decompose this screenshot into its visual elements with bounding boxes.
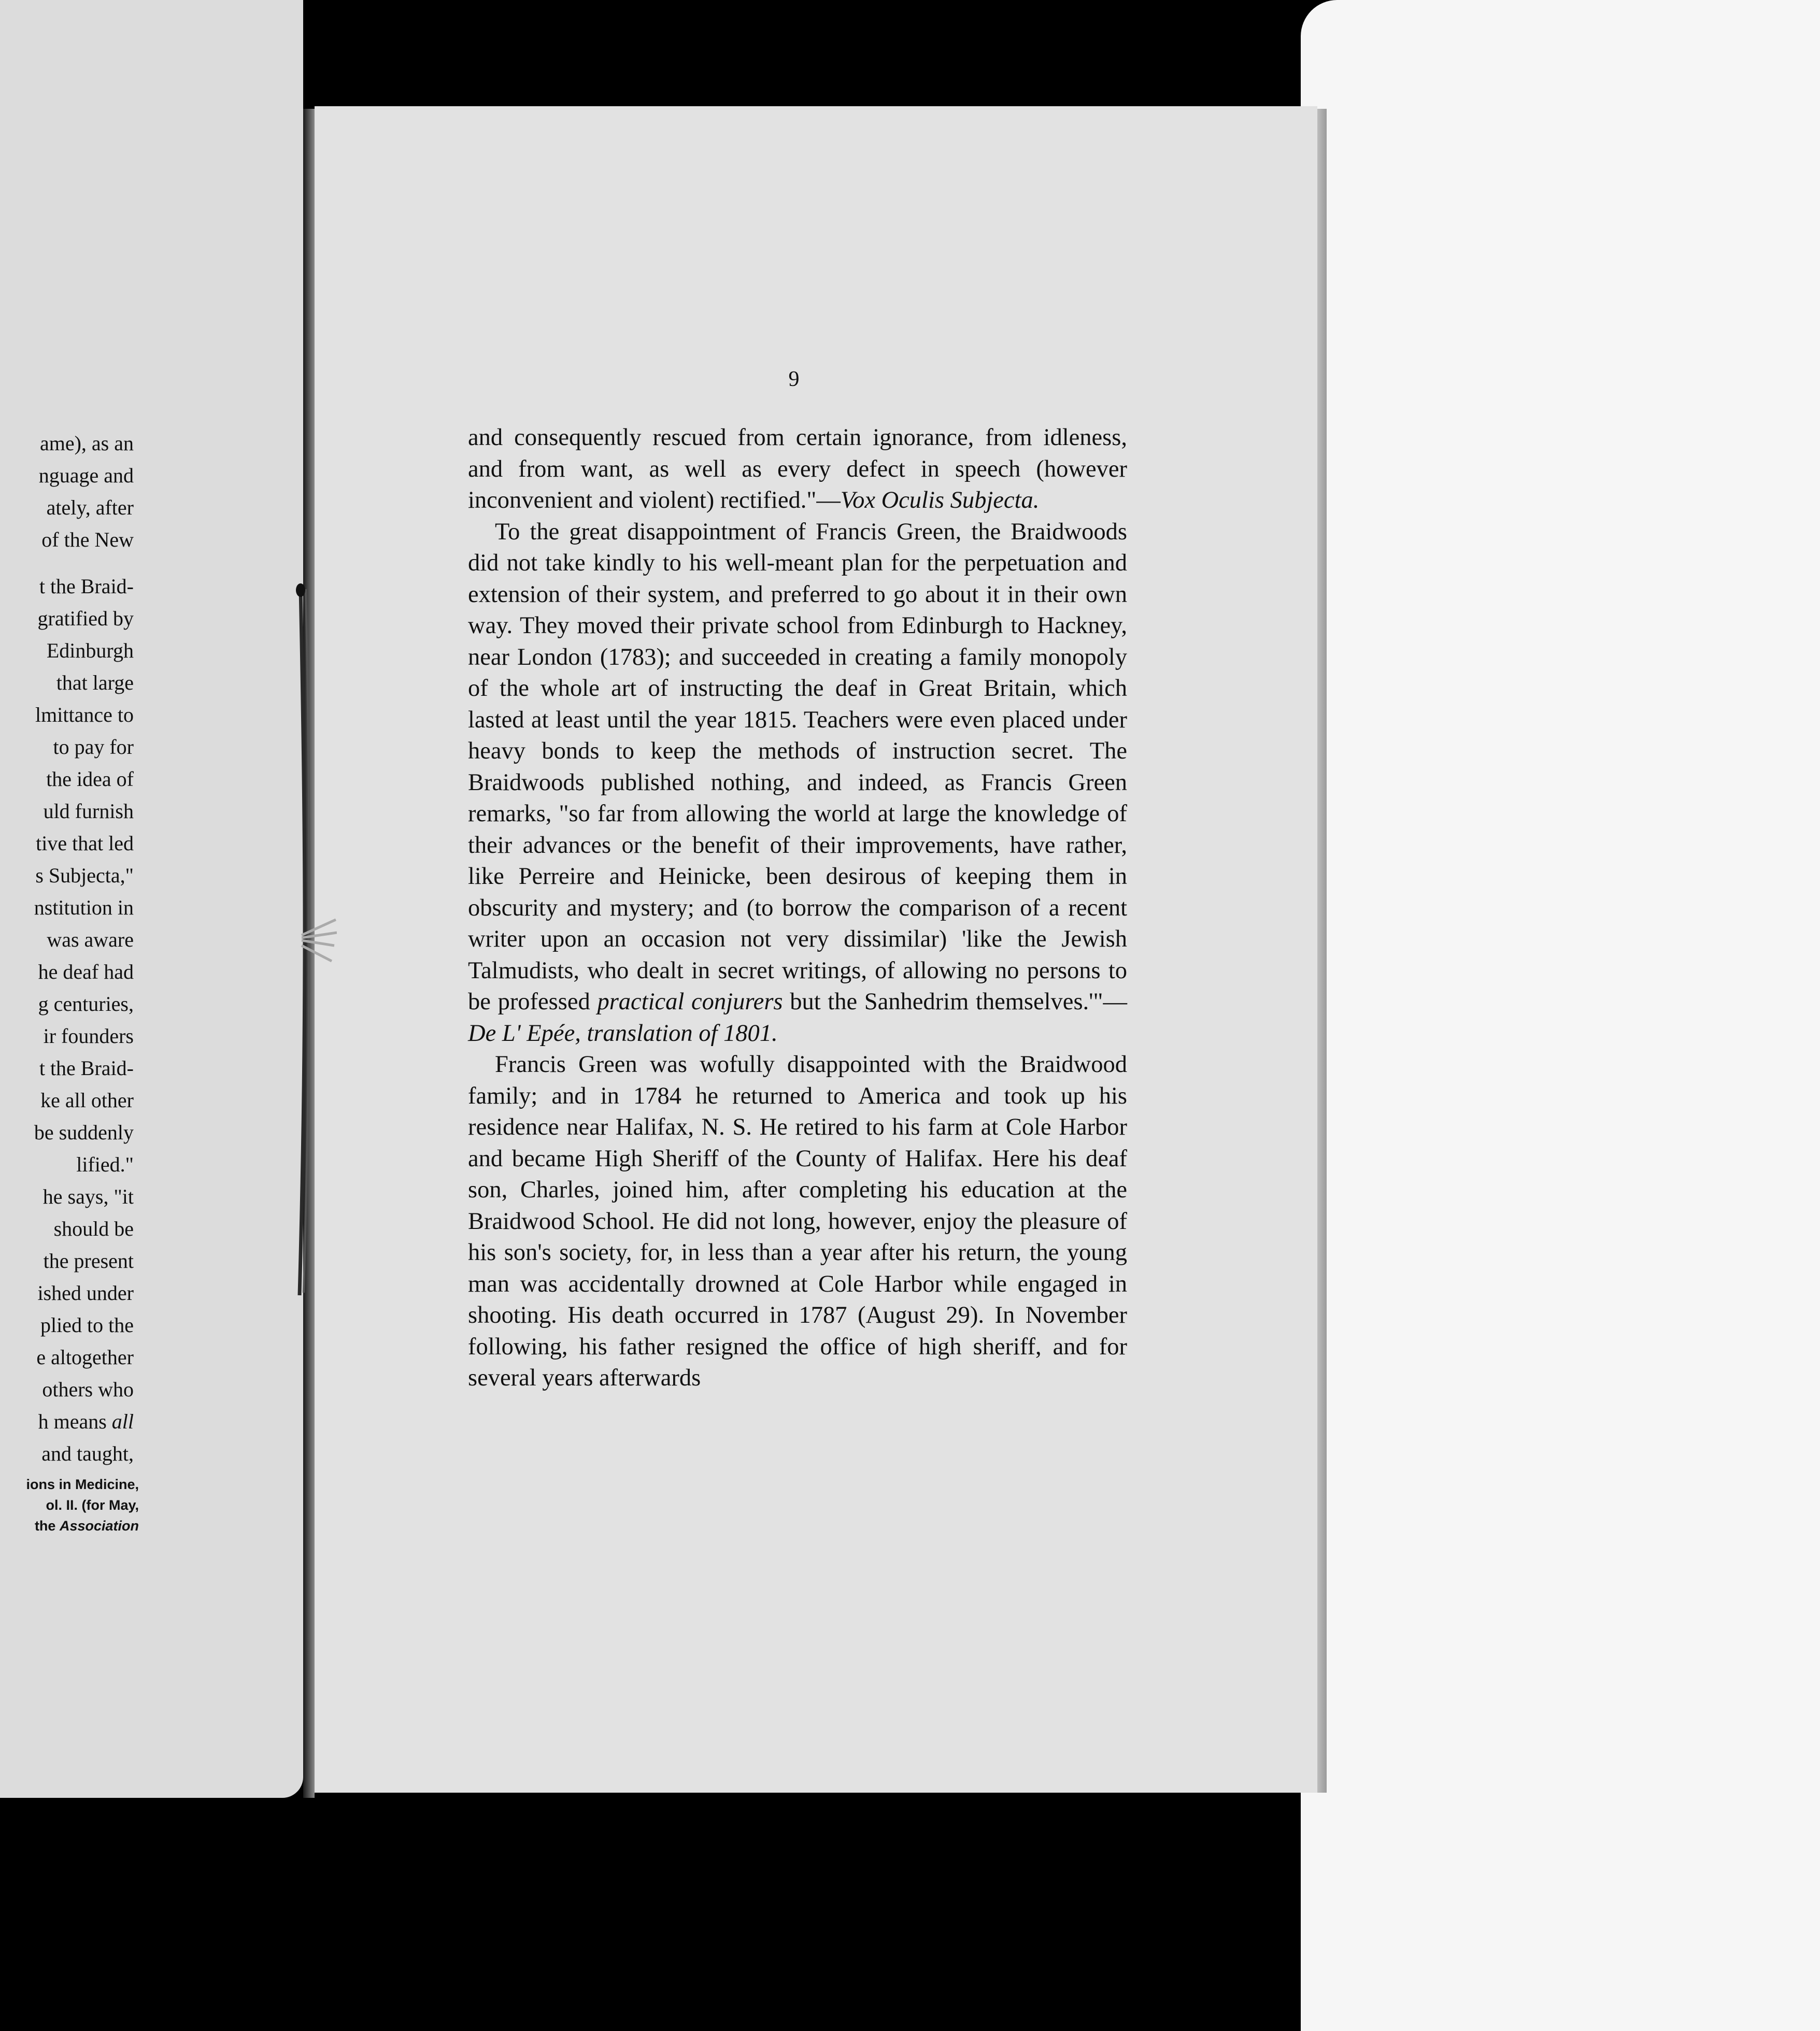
- left-line: lified.": [76, 1153, 134, 1176]
- left-line: others who: [42, 1378, 134, 1401]
- left-line: he deaf had: [38, 960, 134, 983]
- left-line: to pay for: [53, 735, 134, 759]
- left-page: [0, 0, 303, 1798]
- left-line: s Subjecta,": [35, 864, 134, 887]
- left-line: ke all other: [40, 1089, 134, 1112]
- left-line: ately, after: [46, 496, 134, 519]
- left-line: nguage and: [38, 464, 134, 487]
- left-line: lmittance to: [35, 703, 134, 726]
- body-text: [468, 422, 1127, 1394]
- left-line: tive that led: [36, 832, 134, 855]
- citation: De L' Epée, translation of 1801.: [468, 1020, 778, 1047]
- left-line: uld furnish: [43, 799, 134, 823]
- left-line: ir founders: [43, 1024, 134, 1048]
- left-line: nstitution in: [34, 896, 134, 919]
- citation: Vox Oculis Subjecta.: [840, 487, 1040, 513]
- left-page-text: [0, 427, 134, 1470]
- left-line: plied to the: [40, 1313, 134, 1337]
- paragraph: and consequently rescued from certain ignorance, from idleness, and from want, as well as every defect in speech (however inconvenient and violent) rectified."—Vox Oculis Subjecta.: [468, 424, 1127, 513]
- left-line: was aware: [47, 928, 134, 951]
- left-line: e altogether: [36, 1346, 134, 1369]
- page-number: 9: [788, 367, 800, 391]
- emphasis: practical conjurers: [597, 989, 783, 1015]
- footnote-line: ions in Medicine,: [26, 1477, 139, 1492]
- paragraph: Francis Green was wofully disappointed with the Braidwood family; and in 1784 he returned to America and took up his residence near Halifax, N. S. He retired to his farm at Cole Harbor and became High Sheriff of the County of Halifax. Here his deaf son, Charles, joined him, after completing his education at the Braidwood School. He did not long, however, enjoy the pleasure of his son's society, for, in less than a year after his return, the young man was accidentally drowned at Cole Harbor while engaged in shooting. His death occurred in 1787 (August 29). In November following, his father resigned the office of high sheriff, and for several years afterwards: [468, 1051, 1127, 1391]
- left-line: ame), as an: [39, 432, 134, 455]
- footnote-line: the Association: [34, 1518, 139, 1534]
- left-line: and taught,: [41, 1442, 134, 1465]
- left-line: should be: [53, 1217, 134, 1240]
- footnote-line: ol. II. (for May,: [46, 1497, 139, 1513]
- left-line: be suddenly: [34, 1121, 134, 1144]
- left-footnotes: [0, 1474, 139, 1536]
- left-line: Edinburgh: [46, 639, 134, 662]
- paragraph: To the great disappointment of Francis Green, the Braidwoods did not take kindly to his well-meant plan for the perpetuation and extension of their system, and preferred to go about it in their own way. They moved their private school from Edinburgh to Hackney, near London (1783); and succeeded in creating a family monopoly of the whole art of instructing the deaf in Great Britain, which lasted at least until the year 1815. Teachers were even placed under heavy bonds to keep the methods of instruction secret. The Braidwoods published nothing, and indeed, as Francis Green remarks, "so far from allowing the world at large the knowledge of their advances or the benefit of their improvements, have rather, like Perreire and Heinicke, been desirous of keeping them in obscurity and mystery; and (to borrow the comparison of a recent writer upon an occasion not very dissimilar) 'like the Jewish Talmudists, who dealt in secret writings, of allowing no persons to be professed practical conjurers but the Sanhedrim themselves.'"—De L' Epée, translation of 1801.: [468, 518, 1128, 1047]
- binding-thread-icon: [290, 583, 337, 1303]
- left-line: gratified by: [37, 607, 134, 630]
- left-line: g centuries,: [38, 992, 134, 1015]
- left-line: that large: [56, 671, 134, 694]
- left-line: ished under: [37, 1281, 134, 1305]
- left-line: t the Braid-: [39, 1056, 134, 1080]
- left-line: the present: [43, 1249, 134, 1272]
- left-line: h means all: [38, 1410, 134, 1433]
- left-line: t the Braid-: [39, 575, 134, 598]
- left-line: he says, "it: [42, 1185, 134, 1208]
- left-line: of the New: [41, 528, 134, 551]
- left-line: the idea of: [46, 767, 134, 791]
- white-backboard: [1301, 0, 1820, 2031]
